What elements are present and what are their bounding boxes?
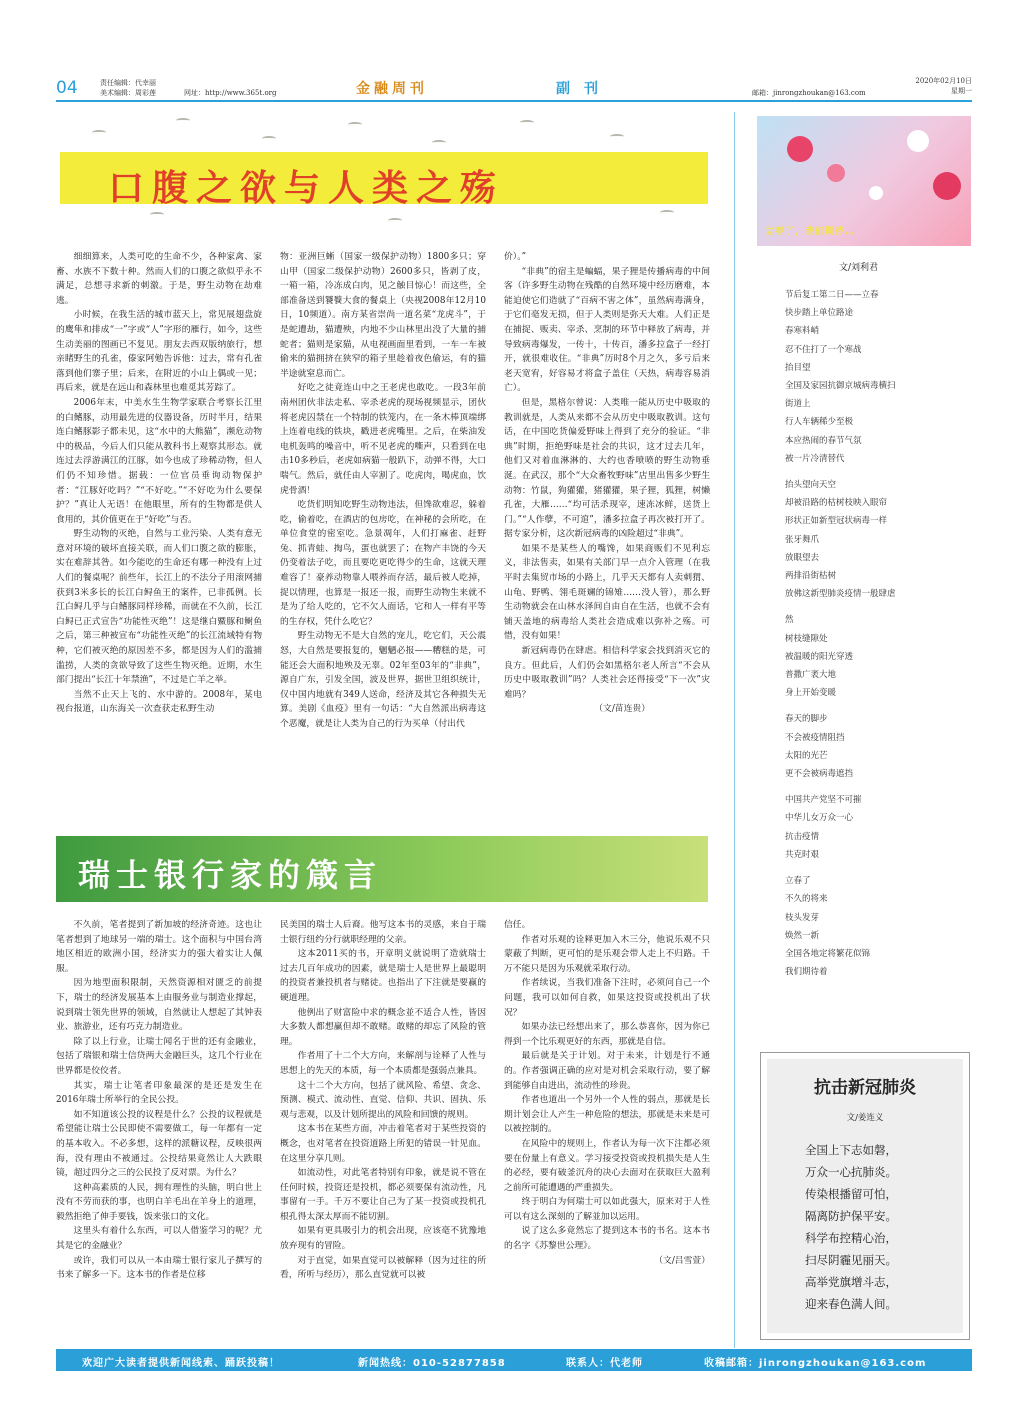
seagull-icon xyxy=(92,130,106,135)
paragraph: 但是，黑格尔曾说：人类唯一能从历史中吸取的教训就是，人类从来都不会从历史中吸取教训。这句话，在中国吃货偏爱野味上得到了充分的验证。“非典”时期，拒绝野味是社会的共识，这才过去几年，他们又对着血淋淋的、大约也香喷喷的野生动物垂涎。在武汉，那个“大众畜牧野味”店里出售多少野生动物：竹鼠，狗獾獾，猪獾獾，果子狸，狐狸，树懒孔雀，大雁……“均可活杀现宰，速冻冰鲜，送货上门。”“人作孽，不可逭”，潘多拉盒子再次被打开了。据专家分析，这次新冠病毒的凶险超过“非典”。 xyxy=(504,397,710,540)
box-poem-line: 高举党旗增斗志， xyxy=(805,1275,897,1289)
paragraph: 在风险中的规则上，作者认为每一次下注都必须要在份量上有意义。学习接受投资或投机损失是人生的必经，要有破釜沉舟的决心去面对在获取巨大盈利之前所可能遭遇的严重损失。 xyxy=(504,1138,710,1193)
poem-box-title: 抗击新冠肺炎 xyxy=(814,1078,916,1098)
decorative-ball-icon xyxy=(869,186,883,200)
poem-line: 然 xyxy=(785,615,794,626)
paragraph: 最后就是关于计划。对于未来，计划是行不通的。作者强调正确的应对是对机会采取行动，要了解到能够自由进出，流动性的珍贵。 xyxy=(504,1051,710,1091)
box-poem-line: 科学布控精心治， xyxy=(805,1231,897,1245)
paragraph: 这里头有着什么东西，可以人借鉴学习的呢？尤其是它的金融业？ xyxy=(56,1226,262,1252)
page-header xyxy=(56,76,972,102)
paragraph: 作者也道出一个另外一个人性的弱点，那就是长期计划会让人产生一种危险的想法，那就是未来是可以被控制的。 xyxy=(504,1095,710,1135)
paragraph: “非典”的宿主是蝙蝠，果子狸是传播病毒的中间客（许多野生动物在残酷的自然环境中经历磨难，本能迫使它们造就了“百病不害之体”，虽然病毒满身，于它们毫发无损，但于人类则是弥天大难。人们正是在捕捉、贩卖、宰杀、烹制的环节中释放了病毒，并导致病毒爆发，一传十，十传百，潘多拉盒子一经打开，就很难收住。“非典”历时8个月之久，多亏后来老天宽宥，好容易才将盒子盖住（天热，病毒容易消亡）。 xyxy=(504,266,710,394)
poem-line: 更不会被病毒遮挡 xyxy=(785,769,854,780)
paragraph: 这本2011买的书，开章明义就说明了造就瑞士过去几百年成功的因素，就是瑞士人是世界上最聪明的投资者兼投机者与赌徒。也指出了下注就是要赢的硬道理。 xyxy=(280,949,486,1003)
stanza-gap xyxy=(785,702,896,710)
box-poem-line: 传染根播留可怕， xyxy=(805,1187,897,1201)
article1-column-2 xyxy=(280,250,486,820)
paragraph: 这本书在某些方面，冲击着笔者对于某些投资的概念，也对笔者在投资道路上所犯的错误一针见血。在这里分享几则。 xyxy=(280,1124,486,1164)
poem-author: 文/刘利君 xyxy=(839,263,879,273)
stanza-gap xyxy=(785,468,896,476)
illustration-caption: 立春了，我们期待… xyxy=(765,227,856,237)
article1-title: 口腹之欲与人类之殇 xyxy=(108,168,505,209)
poem-line: 共克时艰 xyxy=(785,849,820,860)
poem-line: 两排沿街枯树 xyxy=(785,571,837,582)
article2-column-2 xyxy=(280,918,486,1342)
website-link[interactable]: 网址：http://www.365t.org xyxy=(184,89,277,97)
paragraph: 除了以上行业，让瑞士闻名于世的还有金融业，包括了瑞银和瑞士信贷两大金融巨头，这几个行业在世界都是佼佼者。 xyxy=(56,1036,262,1076)
seagull-icon xyxy=(348,122,362,127)
poem-line: 春天的脚步 xyxy=(785,714,828,725)
paragraph: 作者续说，当我们准备下注时，必须问自己一个问题，我可以如何自救，如果这投资或投机出了状况？ xyxy=(504,978,710,1018)
article2-column-1 xyxy=(56,918,262,1342)
paragraph: 作者对乐观的诠释更加入木三分，他说乐观不只蒙蔽了判断，更可怕的是乐观会带人走上不归路。千万不能只是因为乐观就采取行动。 xyxy=(504,934,710,974)
paragraph: 物：亚洲巨蜥（国家一级保护动物）1800多只；穿山甲（国家二级保护动物）2600多只，皆剥了皮，一箱一箱，冷冻成白肉，见之触目惊心！而这些，全部准备送到饕餮大食的餐桌上（央视2008年12月10日，10频道）。南方某省崇尚一道名菜“龙虎斗”，于是蛇遭劫，猫遭殃，内地不少山林里出没了大量的捕蛇者；猫则是家猫，从电视画面里看到，一车一车被偷来的猫拥挤在狭窄的箱子里趁着夜色偷运，有的猫半途就窒息而亡。 xyxy=(280,252,486,379)
poem-line: 放佛这新型肺炎疫情一般肆虐 xyxy=(785,589,896,600)
poem-line: 不久的将来 xyxy=(785,894,828,905)
paragraph: 终于明白为何瑞士可以如此强大，原来对于人性可以有这么深刻的了解並加以运用。 xyxy=(504,1197,710,1222)
paragraph: 如流动性，对此笔者特别有印象，就是说不管在任何时候，投资还是投机，都必须要保有流动性，凡事留有一手。千万不要让自己为了某一投资或投机孔根孔得太深太厚而不能切割。 xyxy=(280,1168,486,1222)
seagull-icon xyxy=(388,218,402,223)
poem-line: 抬头望向天空 xyxy=(785,480,837,491)
poem-line: 春寒料峭 xyxy=(785,326,820,337)
issue-date xyxy=(915,76,972,96)
poem-box xyxy=(760,1052,970,1340)
paragraph: 这十二个大方向，包括了就风险、希望、贪念、预测、模式、流动性、直觉、信仰、共识、固执、乐观与悲观，以及计划所提出的风险和回馈的规则。 xyxy=(280,1080,486,1120)
poem-line: 抬目望 xyxy=(785,362,811,373)
decorative-ball-icon xyxy=(787,136,813,162)
poem-box-author: 文/姜连义 xyxy=(846,1113,884,1123)
article1-column-3 xyxy=(504,250,710,820)
paragraph: 其实，瑞士让笔者印象最深的是还是发生在2016年瑞士所举行的全民公投。 xyxy=(56,1080,262,1106)
paragraph: 野生动物的灭绝，自然与工业污染、人类有意无意对环境的破坏直接关联，而人们口腹之欲的膨胀，实在难辞其咎。如今能吃的生命还有哪一种没有上过人们的餐桌呢？前些年，长江上的不法分子用滚网捕获到3米多长的长江白鲟鱼王的案件，已非孤例。长江白鲟几乎与白鳍豚同样珍稀，而就在不久前，长江白鲟已正式宣告“功能性灭绝”！这是继白鱀豚和鲥鱼之后，第三种被宣布“功能性灭绝”的长江流域特有物种，它们被灭绝的原因差不多，都是因为人们的滥捕滥捞，人类的贪欲导致了这些生物灭绝。近期，水生部门提出“长江十年禁渔”，不过是亡羊之举。 xyxy=(56,529,262,686)
box-poem-line: 迎来春色满人间。 xyxy=(805,1297,897,1311)
paragraph: 因为地型面积限制，天然资源相对匮乏的前提下，瑞士的经济发展基本上由服务业与制造业撑起，说到瑞士领先世界的领域，自然就让人想起了其钟表业、旅游业，还有巧克力制造业。 xyxy=(56,978,262,1033)
weekday-text: 星期一 xyxy=(951,87,972,95)
poem-line: 忍不住打了一个寒战 xyxy=(785,344,862,355)
footer-contact: 联系人：代老师 xyxy=(566,1358,643,1369)
poem-line: 全国及家园抗御京城病毒横扫 xyxy=(785,381,896,392)
poem-line: 普撒广袤大地 xyxy=(785,670,837,681)
poem-line: 抗击疫情 xyxy=(785,831,820,842)
paragraph: 这种高素质的人民，拥有理性的头脑，明白世上没有不劳而获的事，也明白羊毛出在羊身上的道理，毅然拒绝了伸手要钱，饭来张口的文化。 xyxy=(56,1182,262,1222)
poem-box-lines xyxy=(805,1139,897,1315)
decorative-ball-icon xyxy=(827,164,845,182)
paragraph: 说了这么多竟然忘了提到这本书的书名。这本书的名字《苏黎世公理》。 xyxy=(504,1226,710,1252)
poem-line: 本应热闹的春节气氛 xyxy=(785,435,862,446)
seagull-icon xyxy=(150,212,164,217)
article2-byline: （文/吕雪萱） xyxy=(654,1255,710,1266)
paper-name: 金融周刊 xyxy=(356,81,428,97)
poem-line: 不会被疫情阻挡 xyxy=(785,732,845,743)
poem-line: 形状正如新型冠状病毒一样 xyxy=(785,516,888,527)
page-number: 04 xyxy=(56,78,78,98)
sidebar-poem xyxy=(785,286,896,989)
paragraph: 当然不止天上飞的、水中游的。2008年，某电视台报道，山东海关一次查获走私野生动 xyxy=(56,689,262,715)
poem-line: 枝头发芽 xyxy=(785,912,820,923)
footer-email[interactable]: 收稿邮箱：jinrongzhoukan@163.com xyxy=(704,1358,927,1369)
seagull-icon xyxy=(660,210,674,215)
section-name: 副刊 xyxy=(556,81,612,97)
editor-credits xyxy=(100,78,156,98)
poem-line: 快步踏上单位路途 xyxy=(785,308,854,319)
paragraph: 如果不是某些人的嘴馋，如果商贩们不见利忘义，非法售卖，如果有关部门早一点介入管理（在我平时去集贸市场的小路上，几乎天天都有人卖刺猬、山龟、野鸭、翎毛斑斓的锦雉……没人管），那么野生动物就会在山林水泽间自由自在生活，也就不会有铺天盖地的病毒给人类社会造成难以弥补之殇。可惜，没有如果！ xyxy=(504,543,710,642)
article2-column-3 xyxy=(504,918,710,1342)
poem-line: 张牙舞爪 xyxy=(785,534,820,545)
paragraph: 好吃之徒竟连山中之王老虎也敢吃。一段3年前南州团伙非法走私、宰杀老虎的现场视频显示，团伙将老虎囚禁在一个特制的铁笼内，在一条木棒顶端绑上连着电线的铁块，戳进老虎嘴里。之后，在柴油发电机轰鸣的噪音中，听不见老虎的嘶声，只看到在电击10多秒后，老虎如病猫一般趴下，动弹不得，大口喘气。然后，就任由人宰割了。吃虎肉，喝虎血，饮虎骨酒！ xyxy=(280,383,486,496)
seagull-icon xyxy=(262,136,276,141)
box-poem-line: 全国上下志如磐， xyxy=(805,1143,897,1157)
poem-line: 却被沿路的枯树枝映入眼帘 xyxy=(785,498,888,509)
stanza-gap xyxy=(785,864,896,872)
editor: 责任编辑：代幸丽 xyxy=(100,79,156,87)
paragraph: 新冠病毒仍在肆虐。相信科学家会找到消灭它的良方。但此后，人们仍会如黑格尔老人所言“不会从历史中吸取教训”吗？人类社会还得接受“下一次”灾难吗？ xyxy=(504,646,710,700)
poem-line: 树枝缝隙处 xyxy=(785,633,828,644)
paragraph: 小时候，在我生活的城市蓝天上，常见展翅盘旋的鹰隼和排成“一”字或“人”字形的雁行，如今，这些生动美丽的图画已不复见。朋友去西双版纳旅行，想亲睹野生的孔雀，傣家阿勉告诉他：过去，常有孔雀落到他们寨子里；后来，在附近的小山上偶或一见；再后来，就是在远山和森林里也难觅其芳踪了。 xyxy=(56,310,262,394)
paragraph: 对于直觉，如果直觉可以被解释（因为过往的所看，所听与经历），那么直觉就可以被 xyxy=(280,1255,486,1281)
poem-line: 被温暖的阳光穿透 xyxy=(785,651,854,662)
page-footer xyxy=(56,1349,972,1371)
poem-line: 中华儿女万众一心 xyxy=(785,813,854,824)
decorative-ball-icon xyxy=(933,172,961,200)
poem-line: 太阳的光芒 xyxy=(785,750,828,761)
decorative-ball-icon xyxy=(907,130,929,152)
seagull-icon xyxy=(610,134,624,139)
paragraph: 信任。 xyxy=(504,920,531,930)
paragraph: 如果办法已经想出来了，那么恭喜你，因为你已得到一个比乐观更好的东西，那就是自信。 xyxy=(504,1022,710,1047)
paragraph: 野生动物无不是大自然的宠儿，吃它们，天公震怒，大自然是要报复的，魍魉必报——糟糕的是，可能还会大面积地殃及无辜。02年至03年的“非典”，源自广东，引发全国，波及世界，据世卫组织统计，仅中国内地就有349人送命，经济及其它各种损失无算。美剧《血疫》里有一句话：“大自然派出病毒这个恶魔，就是让人类为自己的行为买单（付出代 xyxy=(280,631,486,729)
poem-line: 放眼望去 xyxy=(785,552,820,563)
paragraph: 民美国的瑞士人后裔。他写这本书的灵感，来自于瑞士银行纽约分行就职经理的父亲。 xyxy=(280,920,486,945)
article1-byline: （文/苗连贵） xyxy=(594,704,650,715)
footer-hotline: 新闻热线：010-52877858 xyxy=(358,1358,506,1369)
date-text: 2020年02月10日 xyxy=(915,77,972,85)
seagull-icon xyxy=(520,120,534,125)
poem-box-inner xyxy=(767,1059,963,1333)
box-poem-line: 隔离防护保平安。 xyxy=(805,1209,897,1223)
stanza-gap xyxy=(785,981,896,989)
paragraph: 价）。” xyxy=(504,252,527,262)
paragraph: 吃货们明知吃野生动物违法，但馋欲难忍，躲着吃，偷着吃，在酒店的包房吃，在神秘的会所吃，在单位食堂的密室吃。急景凋年，人们打麻雀、赶野兔、抓青蛙、掏鸟，蛋也就罢了；在物产丰饶的今天仍变着法子吃，而且要吃更吃得少的生命，这就天理难容了！豪养动物靠人喂养而存活，最后被人吃掉，捉以情理，也算是一报还一报，而野生动物生来就不是为了给人吃的，它不欠人面话，它和人一样有平等的生存权，凭什么吃它？ xyxy=(280,500,486,627)
seagull-icon xyxy=(432,140,446,145)
paragraph: 不久前，笔者提到了新加坡的经济奇迹。这也让笔者想到了地球另一端的瑞士。这个面积与中国台湾地区相近的欧洲小国，经济实力的强大着实让人佩服。 xyxy=(56,920,262,974)
poem-line: 全国各地定将繁花似锦 xyxy=(785,948,871,959)
poem-line: 我们期待着 xyxy=(785,967,828,978)
poem-line: 街道上 xyxy=(785,399,811,410)
paragraph: 细细算来，人类可吃的生命不少，各种家禽、家畜、水族不下数十种。然而人们的口腹之欲似乎永不满足，总想寻求新的刺激。于是，野生动物在劫难逃。 xyxy=(56,252,262,306)
poem-line: 被一片冷清替代 xyxy=(785,453,845,464)
poem-line: 节后复工第二日——立春 xyxy=(785,290,879,300)
poem-line: 行人车辆稀少至极 xyxy=(785,417,854,428)
poem-line: 中国共产党坚不可摧 xyxy=(785,795,862,806)
box-poem-line: 万众一心抗肺炎。 xyxy=(805,1165,897,1179)
paragraph: 作者用了十二个大方向，来解剖与诠释了人性与思想上的先天的本质，每一个本质都是强弱点兼具。 xyxy=(280,1051,486,1076)
seagull-icon xyxy=(176,118,190,123)
header-email[interactable]: 邮箱：jinrongzhoukan@163.com xyxy=(752,89,866,97)
box-poem-line: 扫尽阴霾见丽天。 xyxy=(805,1253,897,1267)
footer-slogan: 欢迎广大读者提供新闻线索、踊跃投稿！ xyxy=(82,1358,280,1369)
paragraph: 2006年末，中美水生生物学家联合考察长江里的白鳍豚，动用最先进的仪器设备，历时半月，结果连白鳍豚影子都未见，这“水中的大熊猫”，濒危动物中的极品，今后人们只能从教科书上观察其形态。就连过去浮游满江的江豚，如今也成了珍稀动物，但人们仍不知珍惜。据载：一位官员垂询动物保护者：“江豚好吃吗？”“不好吃。”“不好吃为什么要保护？”真让人无语！在他眼里，所有的生物都是供人食用的，其价值更在于“好吃”与否。 xyxy=(56,397,262,525)
poem-line: 焕然一新 xyxy=(785,930,820,941)
article1-column-1 xyxy=(56,250,262,820)
paragraph: 如不知道该公投的议程是什么？公投的议程就是希望能让瑞士公民即使不需要做工，每一年都有一定的基本收入。不必多想，这样的派糖议程，反映很两海，没有理由不被通过。公投结果竟然让人大跌眼镜，超过四分之三的公民投了反对票。为什么？ xyxy=(56,1109,262,1179)
paragraph: 或许，我们可以从一本由瑞士银行家儿子撰写的书来了解多一下。这本书的作者是位移 xyxy=(56,1255,262,1281)
stanza-gap xyxy=(785,783,896,791)
paragraph: 如果有更具吸引力的机会出现，应该毫不犹豫地放弃现有的冒险。 xyxy=(280,1226,486,1252)
stanza-gap xyxy=(785,603,896,611)
poem-line: 立春了 xyxy=(785,876,811,887)
art-editor: 美术编辑：周彩莲 xyxy=(100,89,156,97)
article2-title: 瑞士银行家的箴言 xyxy=(78,856,383,894)
poem-line: 身上开始变暖 xyxy=(785,688,837,699)
paragraph: 他例出了财富险中求的概念並不适合人性，皆因大多数人都想赢但却不敢赌。敢赌的却忘了风险的管理。 xyxy=(280,1007,486,1047)
